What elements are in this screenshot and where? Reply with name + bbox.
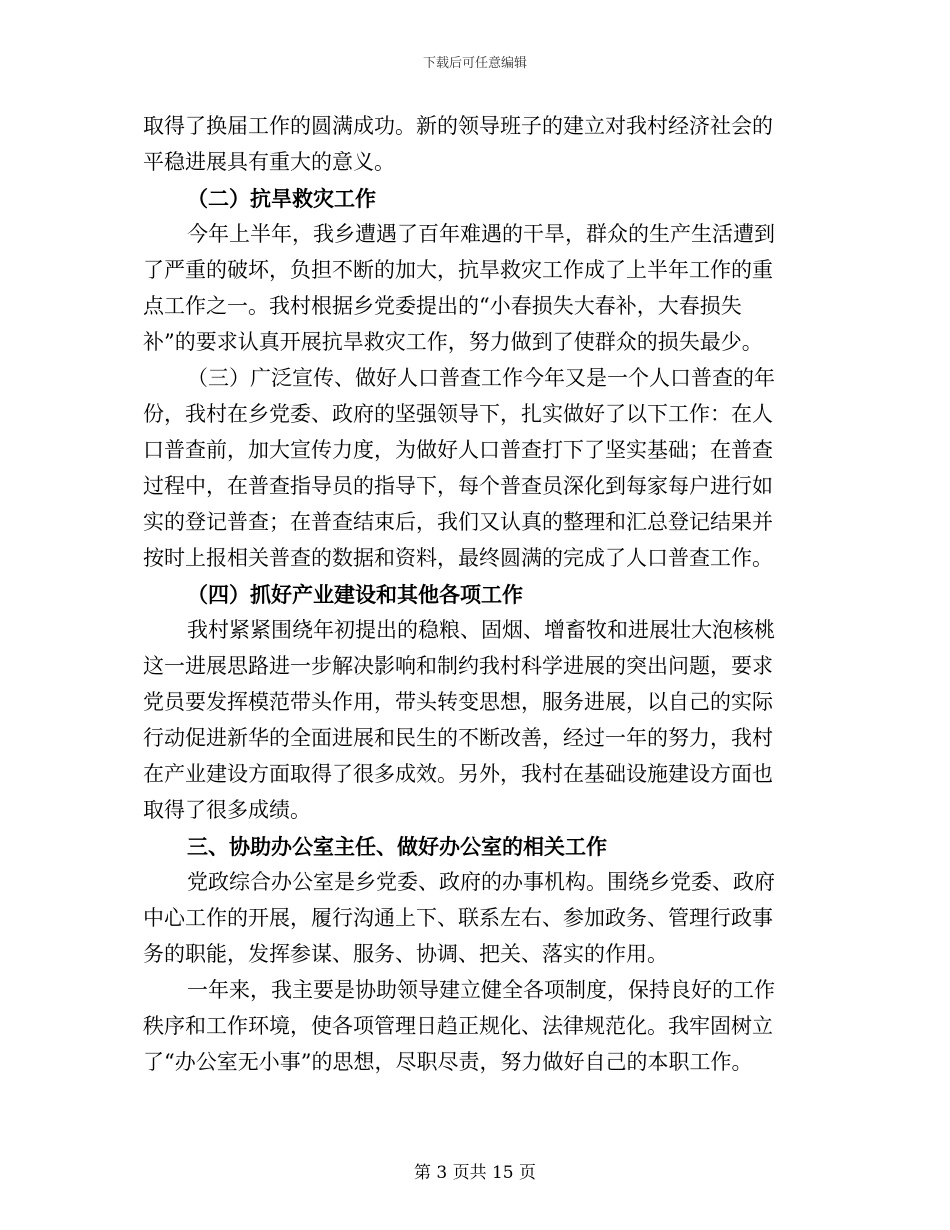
section-heading: （四）抓好产业建设和其他各项工作 (187, 582, 523, 607)
text-line: 口普查前，加大宣传力度，为做好人口普查打下了坚实基础；在普查 (143, 438, 773, 462)
text-line: 了严重的破坏，负担不断的加大，抗旱救灾工作成了上半年工作的重 (143, 258, 773, 282)
text-line: 秩序和工作环境，使各项管理日趋正规化、法律规范化。我牢固树立 (143, 1014, 773, 1038)
page-footer: 第 3 页共 15 页 (413, 1163, 537, 1183)
text-line: 一年来，我主要是协助领导建立健全各项制度，保持良好的工作 (187, 978, 775, 1002)
text-line: 行动促进新华的全面进展和民生的不断改善，经过一年的努力，我村 (143, 726, 773, 750)
text-line: 平稳进展具有重大的意义。 (143, 150, 395, 174)
text-line: 在产业建设方面取得了很多成效。另外，我村在基础设施建设方面也 (143, 762, 773, 786)
text-line: 补”的要求认真开展抗旱救灾工作，努力做到了使群众的损失最少。 (143, 330, 763, 354)
text-line: 点工作之一。我村根据乡党委提出的“小春损失大春补，大春损失 (143, 294, 742, 318)
section-heading: （二）抗旱救灾工作 (187, 186, 376, 211)
text-line: 份，我村在乡党委、政府的坚强领导下，扎实做好了以下工作：在人 (143, 402, 773, 426)
text-line: 党员要发挥模范带头作用，带头转变思想，服务进展，以自己的实际 (143, 690, 773, 714)
text-line: 过程中，在普查指导员的指导下，每个普查员深化到每家每户进行如 (143, 474, 773, 498)
text-line: 取得了换届工作的圆满成功。新的领导班子的建立对我村经济社会的 (143, 114, 773, 138)
text-line: 实的登记普查；在普查结束后，我们又认真的整理和汇总登记结果并 (143, 510, 773, 534)
text-line: 我村紧紧围绕年初提出的稳粮、固烟、增畜牧和进展壮大泡核桃 (187, 618, 775, 642)
text-line: 了“办公室无小事”的思想，尽职尽责，努力做好自己的本职工作。 (143, 1050, 753, 1074)
text-line: 务的职能，发挥参谋、服务、协调、把关、落实的作用。 (143, 942, 668, 966)
text-line: 取得了很多成绩。 (143, 798, 311, 822)
text-line: 中心工作的开展，履行沟通上下、联系左右、参加政务、管理行政事 (143, 906, 773, 930)
text-line: （三）广泛宣传、做好人口普查工作今年又是一个人口普查的年 (187, 366, 775, 390)
text-line: 这一进展思路进一步解决影响和制约我村科学进展的突出问题，要求 (143, 654, 773, 678)
text-line: 今年上半年，我乡遭遇了百年难遇的干旱，群众的生产生活遭到 (187, 222, 775, 246)
text-line: 按时上报相关普查的数据和资料，最终圆满的完成了人口普查工作。 (143, 546, 773, 570)
page-header: 下载后可任意编辑 (422, 56, 527, 71)
text-line: 党政综合办公室是乡党委、政府的办事机构。围绕乡党委、政府 (187, 870, 775, 894)
section-heading: 三、协助办公室主任、做好办公室的相关工作 (187, 834, 607, 859)
